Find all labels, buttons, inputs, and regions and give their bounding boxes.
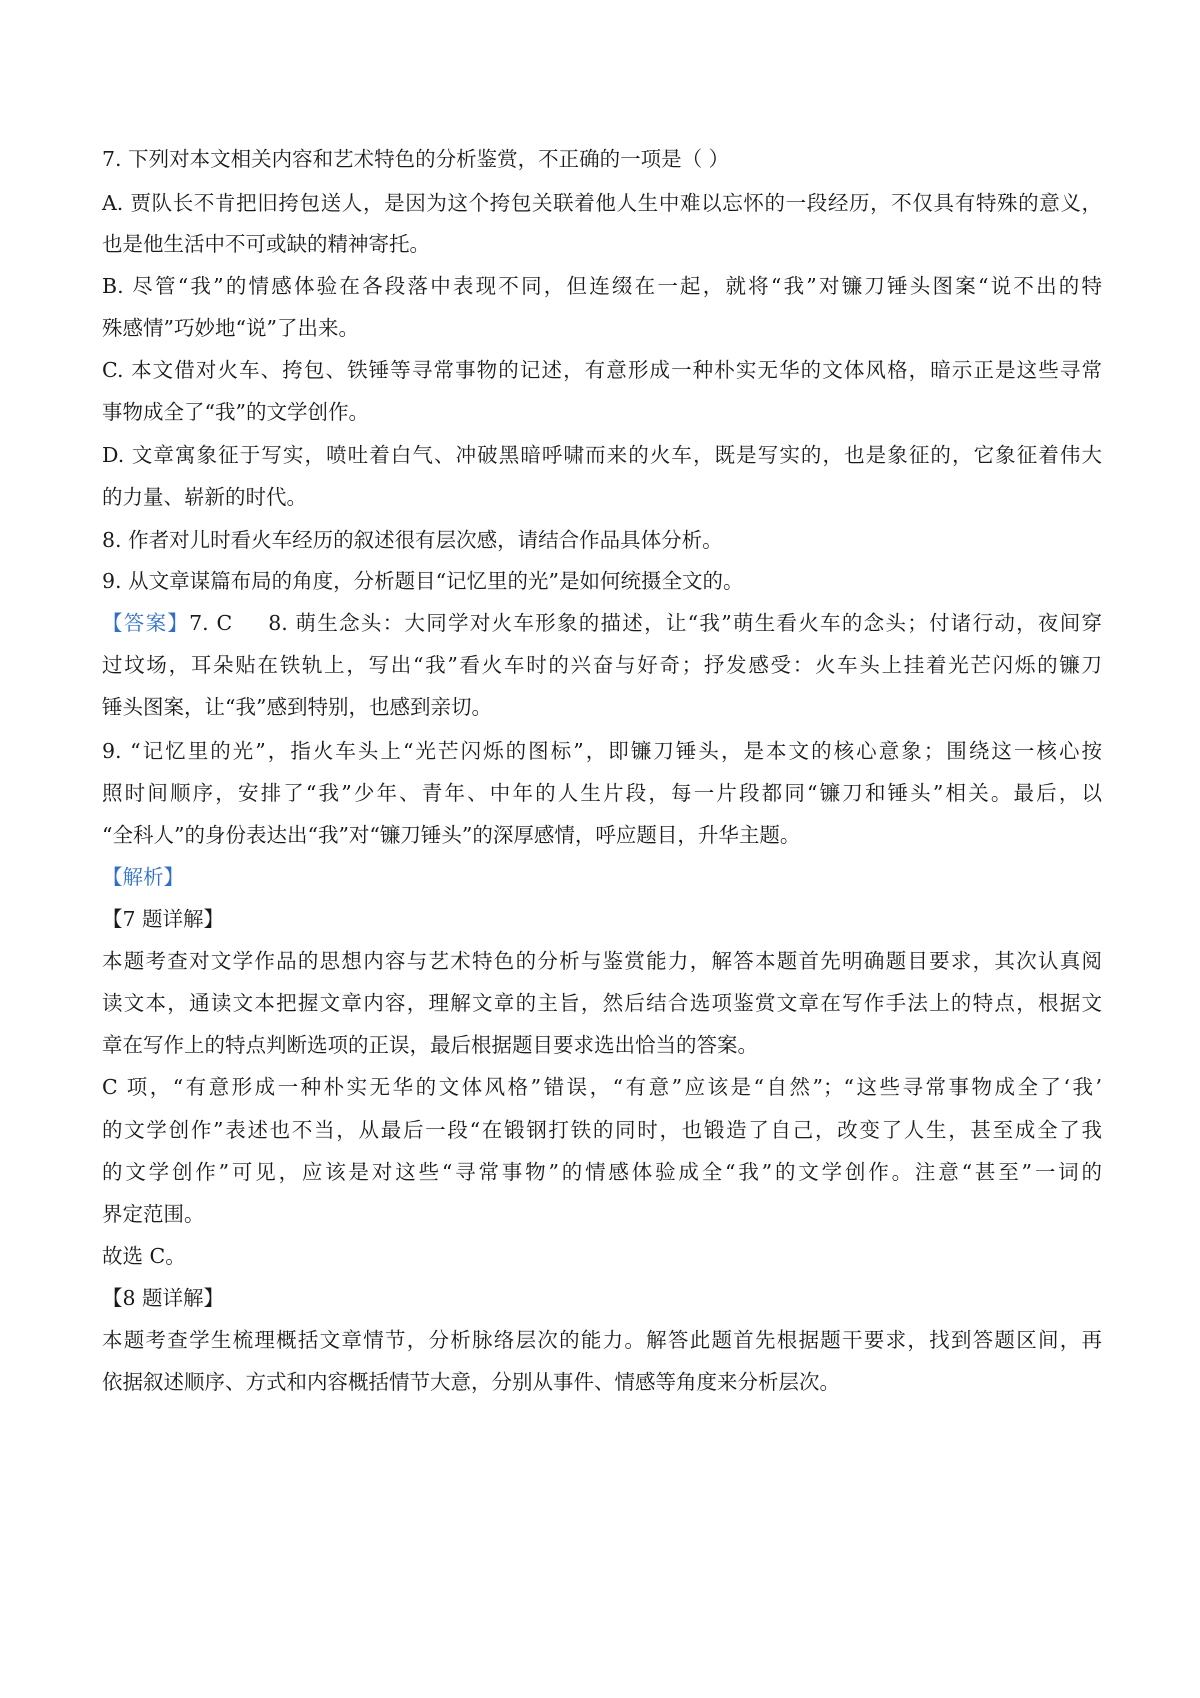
- q7-c-note-line1: C 项，“有意形成一种朴实无华的文体风格”错误，“有意”应该是“自然”；“这些寻常事物成全了‘我’: [102, 1075, 1102, 1099]
- q8-detail-line1: 本题考查学生梳理概括文章情节，分析脉络层次的能力。解答此题首先根据题干要求，找到答题区间，再: [102, 1328, 1102, 1352]
- answer-q9-line1: 9. “记忆里的光”，指火车头上“光芒闪烁的图标”，即镰刀锤头，是本文的核心意象；围绕这一核心按: [102, 739, 1102, 763]
- answer-line-1: [102, 609, 1102, 637]
- q7-detail-heading: 【7 题详解】: [102, 907, 225, 931]
- q8-stem: 8. 作者对儿时看火车经历的叙述很有层次感，请结合作品具体分析。: [102, 528, 723, 552]
- q7-c-note-line2: 的文学创作”表述也不当，从最后一段“在锻钢打铁的同时，也锻造了自己，改变了人生，甚至成全了我: [102, 1118, 1102, 1142]
- q7-option-b-line1: B. 尽管“我”的情感体验在各段落中表现不同，但连缀在一起，就将“我”对镰刀锤头图案“说不出的特: [102, 274, 1102, 298]
- answer-q8-line2: 过坟场，耳朵贴在铁轨上，写出“我”看火车时的兴奋与好奇；抒发感受：火车头上挂着光芒闪烁的镰刀: [102, 653, 1102, 677]
- answer-q7: 7. C: [189, 611, 233, 635]
- q7-detail-line2: 读文本，通读文本把握文章内容，理解文章的主旨，然后结合选项鉴赏文章在写作手法上的特点，根据文: [102, 991, 1102, 1015]
- q7-c-note-line4: 界定范围。: [102, 1202, 205, 1226]
- q7-option-a-line1: A. 贾队长不肯把旧挎包送人，是因为这个挎包关联着他人生中难以忘怀的一段经历，不仅具有特殊的意义，: [102, 191, 1102, 215]
- q7-detail-line3: 章在写作上的特点判断选项的正误，最后根据题目要求选出恰当的答案。: [102, 1033, 758, 1057]
- q8-detail-line2: 依据叙述顺序、方式和内容概括情节大意，分别从事件、情感等角度来分析层次。: [102, 1370, 840, 1394]
- answer-q8-line3: 锤头图案，让“我”感到特别，也感到亲切。: [102, 695, 492, 719]
- q7-option-d-line2: 的力量、崭新的时代。: [102, 485, 307, 509]
- q7-c-note-line3: 的文学创作”可见，应该是对这些“寻常事物”的情感体验成全“我”的文学创作。注意“甚至”一词的: [102, 1160, 1102, 1184]
- answer-label: 【答案】: [102, 611, 190, 635]
- q7-option-c-line2: 事物成全了“我”的文学创作。: [102, 400, 369, 424]
- q7-stem: 7. 下列对本文相关内容和艺术特色的分析鉴赏，不正确的一项是（ ）: [102, 147, 730, 171]
- answer-q8-line1: 8. 萌生念头：大同学对火车形象的描述，让“我”萌生看火车的念头；付诸行动，夜间穿: [268, 611, 1102, 635]
- q7-option-a-line2: 也是他生活中不可或缺的精神寄托。: [102, 232, 430, 256]
- q7-option-c-line1: C. 本文借对火车、挎包、铁锤等寻常事物的记述，有意形成一种朴实无华的文体风格，暗示正是这些寻常: [102, 358, 1102, 382]
- q7-option-d-line1: D. 文章寓象征于写实，喷吐着白气、冲破黑暗呼啸而来的火车，既是写实的，也是象征的，它象征着伟大: [102, 443, 1102, 467]
- q9-stem: 9. 从文章谋篇布局的角度，分析题目“记忆里的光”是如何统摄全文的。: [102, 569, 744, 593]
- q7-option-b-line2: 殊感情”巧妙地“说”了出来。: [102, 316, 359, 340]
- analysis-label: 【解析】: [102, 865, 184, 889]
- answer-q9-line2: 照时间顺序，安排了“我”少年、青年、中年的人生片段，每一片段都同“镰刀和锤头”相关。最后，以: [102, 781, 1102, 805]
- answer-q9-line3: “全科人”的身份表达出“我”对“镰刀锤头”的深厚感情，呼应题目，升华主题。: [102, 823, 801, 847]
- q8-detail-heading: 【8 题详解】: [102, 1286, 225, 1310]
- q7-detail-line1: 本题考查对文学作品的思想内容与艺术特色的分析与鉴赏能力，解答本题首先明确题目要求，其次认真阅: [102, 949, 1102, 973]
- q7-choice: 故选 C。: [102, 1244, 186, 1268]
